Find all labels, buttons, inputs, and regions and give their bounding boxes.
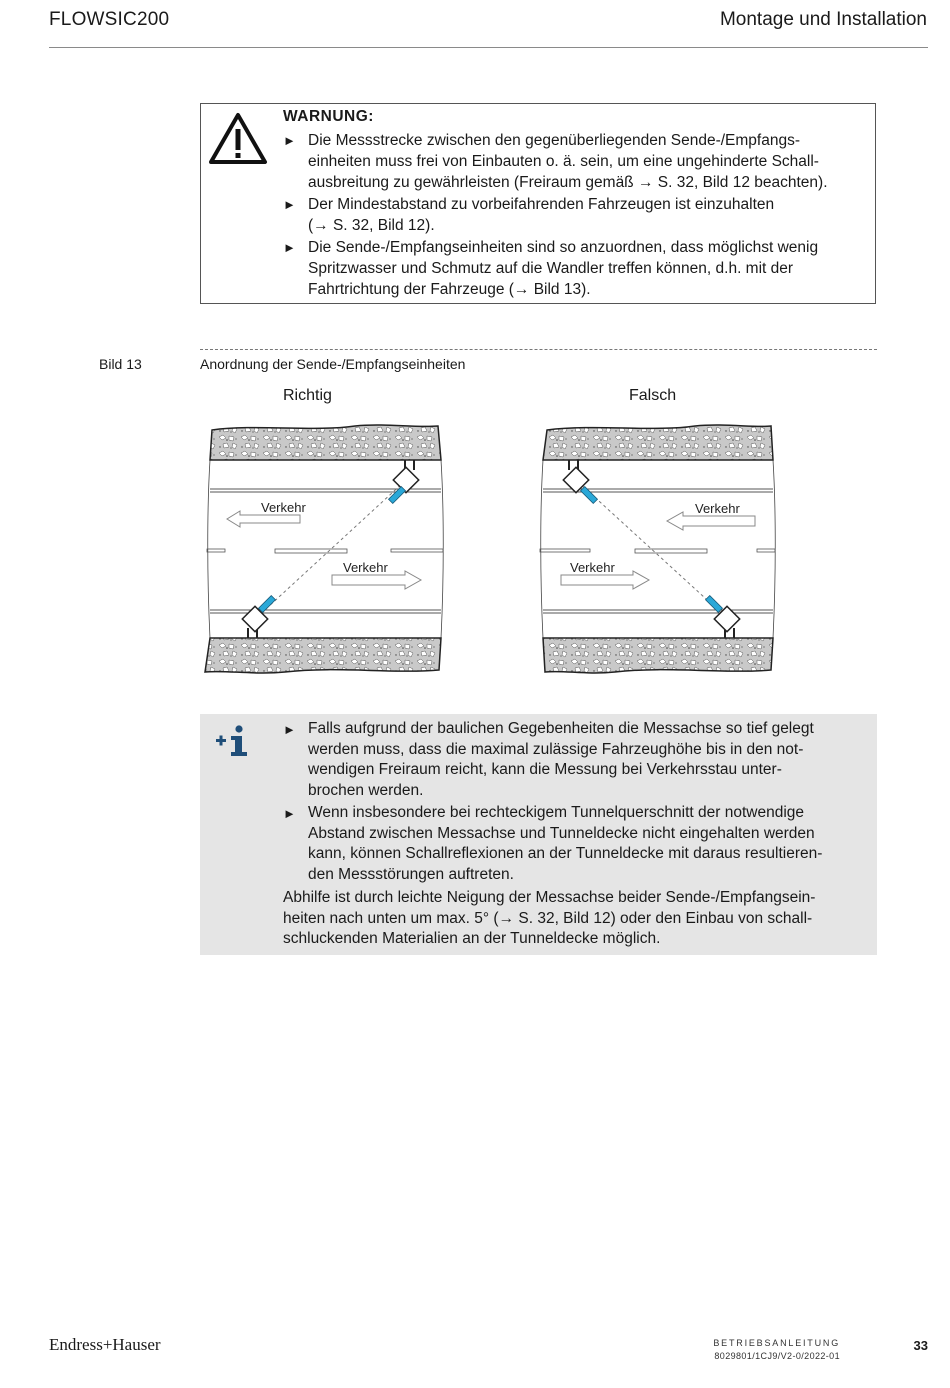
- tunnel-arrangement-diagram: [195, 418, 795, 680]
- bullet-marker: ►: [283, 722, 296, 737]
- info-item-2-line: Wenn insbesondere bei rechteckigem Tunnelquerschnitt der notwendige: [308, 804, 805, 821]
- warning-item-1-line: einheiten muss frei von Einbauten o. ä. sein, um eine ungehinderte Schall-: [308, 153, 819, 170]
- header-divider: [49, 47, 928, 48]
- warning-title: WARNUNG:: [283, 108, 374, 125]
- info-remedy-line: schluckenden Materialien an der Tunneldecke möglich.: [283, 930, 661, 947]
- info-item-1-line: werden muss, dass die maximal zulässige Fahrzeughöhe bis in den not-: [308, 740, 804, 758]
- document-number: 8029801/1CJ9/V2-0/2022-01: [714, 1351, 840, 1361]
- info-item-1-line: brochen werden.: [308, 781, 424, 799]
- warning-triangle-icon: [208, 112, 268, 166]
- bullet-marker: ►: [283, 806, 296, 821]
- info-item-2-line: kann, können Schallreflexionen an der Tunneldecke mit daraus resultieren-: [308, 845, 823, 862]
- info-item-1-line: Falls aufgrund der baulichen Gegebenheiten die Messachse so tief gelegt: [308, 720, 814, 737]
- warning-item-1: [308, 130, 874, 193]
- figure-number: Bild 13: [99, 356, 142, 372]
- traffic-label: Verkehr: [570, 560, 615, 575]
- traffic-label: Verkehr: [695, 501, 740, 516]
- warning-item-2-line: (→ S. 32, Bild 12).: [308, 217, 435, 234]
- warning-item-2-line: Der Mindestabstand zu vorbeifahrenden Fahrzeugen ist einzuhalten: [308, 196, 775, 213]
- warning-item-3-line: Spritzwasser und Schmutz auf die Wandler treffen können, d.h. mit der: [308, 260, 794, 277]
- page-number: 33: [913, 1338, 928, 1353]
- warning-item-2: [308, 194, 874, 236]
- header-product-name: FLOWSIC200: [49, 9, 170, 30]
- info-remedy-line: Abhilfe ist durch leichte Neigung der Messachse beider Sende-/Empfangsein-: [283, 889, 816, 906]
- info-item-1-line: wendigen Freiraum reicht, kann die Messung bei Verkehrsstau unter-: [308, 761, 782, 778]
- traffic-label: Verkehr: [343, 560, 388, 575]
- info-remedy-text: [283, 888, 873, 950]
- bullet-marker: ►: [283, 197, 296, 212]
- bullet-marker: ►: [283, 240, 296, 255]
- brand-logo-text: Endress+Hauser: [49, 1335, 161, 1354]
- figure-separator: [200, 349, 877, 350]
- diagram-panel-correct: [205, 425, 443, 673]
- figure-caption: Anordnung der Sende-/Empfangseinheiten: [200, 356, 466, 372]
- figure-label-correct: Richtig: [283, 387, 332, 404]
- header-chapter-title: Montage und Installation: [719, 9, 927, 30]
- warning-item-3-line: Die Sende-/Empfangseinheiten sind so anzuordnen, dass möglichst wenig: [308, 239, 819, 256]
- traffic-label: Verkehr: [261, 500, 306, 515]
- warning-item-3-line: Fahrtrichtung der Fahrzeuge (→ Bild 13).: [308, 281, 591, 298]
- warning-item-1-line: ausbreitung zu gewährleisten (Freiraum gemäß → S. 32, Bild 12 beachten).: [308, 174, 828, 191]
- plus-info-icon: [213, 725, 253, 759]
- info-remedy-line: heiten nach unten um max. 5° (→ S. 32, Bild 12) oder den Einbau von schall-: [283, 909, 813, 927]
- document-type: BETRIEBSANLEITUNG: [713, 1338, 840, 1348]
- info-item-1: [308, 719, 876, 801]
- info-item-2-line: Abstand zwischen Messachse und Tunneldecke nicht eingehalten werden: [308, 824, 815, 842]
- info-item-2-line: den Messstörungen auftreten.: [308, 865, 514, 883]
- warning-item-1-line: Die Messstrecke zwischen den gegenüberliegenden Sende-/Empfangs-: [308, 132, 800, 149]
- warning-item-3: [308, 237, 874, 300]
- bullet-marker: ►: [283, 133, 296, 148]
- figure-label-wrong: Falsch: [629, 387, 677, 404]
- info-item-2: [308, 803, 876, 885]
- diagram-panel-wrong: [540, 425, 775, 673]
